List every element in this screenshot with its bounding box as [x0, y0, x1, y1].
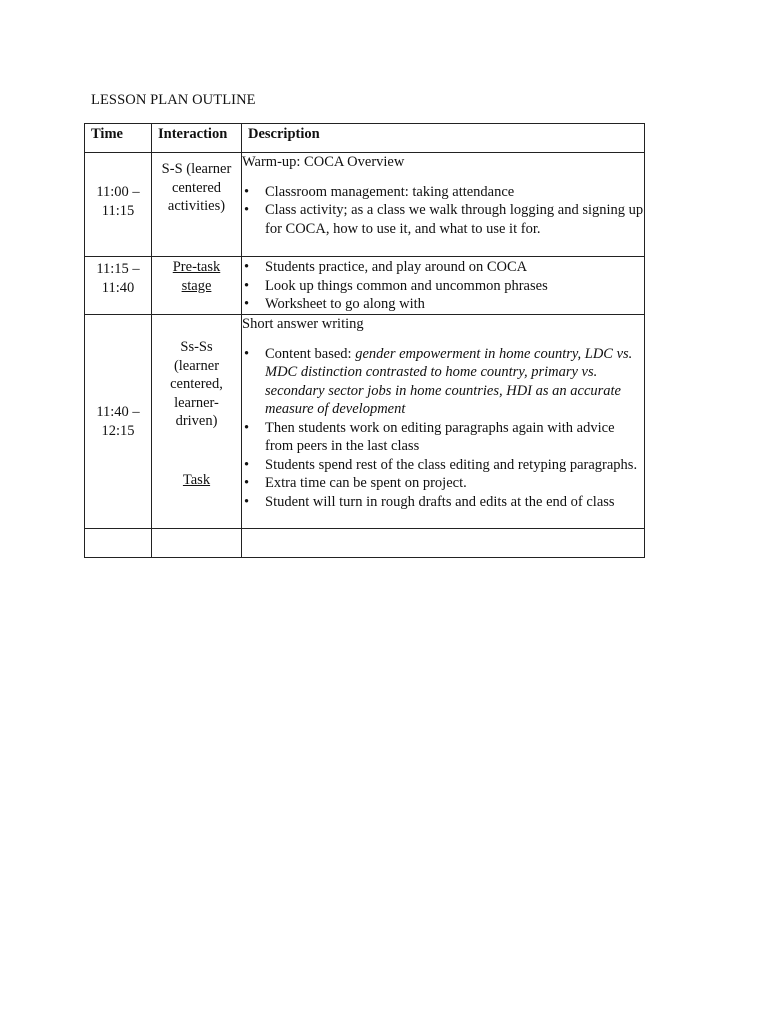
list-item: • Students practice, and play around on COCA — [242, 258, 644, 277]
description-heading: Warm-up: COCA Overview — [242, 154, 405, 170]
interaction-cell — [152, 257, 242, 315]
stage-label: Pre-task — [172, 259, 221, 275]
interaction-cell — [152, 315, 242, 529]
bullet-list — [242, 258, 644, 314]
description-cell — [242, 153, 645, 257]
table-row — [85, 315, 645, 529]
table-row — [85, 257, 645, 315]
list-item: • Extra time can be spent on project. — [242, 474, 644, 493]
header-time: Time — [85, 124, 152, 153]
time-end: 11:40 — [101, 279, 135, 296]
interaction-line: activities) — [167, 198, 226, 214]
bullet-prefix: Content based: — [265, 345, 356, 362]
time-cell — [85, 257, 152, 315]
header-description: Description — [242, 124, 645, 153]
stage-label: Task — [182, 471, 211, 488]
list-item: • Student will turn in rough drafts and edits at the end of class — [242, 493, 644, 512]
empty-cell — [85, 529, 152, 558]
list-item — [242, 345, 644, 419]
empty-cell — [242, 529, 645, 558]
bullet-list — [242, 345, 644, 512]
time-start: 11:00 – — [96, 184, 140, 200]
header-interaction: Interaction — [152, 124, 242, 153]
interaction-line: (learner — [173, 357, 220, 374]
list-item: • Look up things common and uncommon phrases — [242, 277, 644, 296]
table-header-row — [85, 124, 645, 153]
interaction-cell — [152, 153, 242, 257]
bullet-topics: gender empowerment in home country, LDC vs. MDC distinction contrasted to home country, primary vs. secondary sector jobs in home countries, HDI as an accurate measure of development — [265, 345, 633, 417]
interaction-line: Ss-Ss — [180, 339, 213, 355]
list-item: • Then students work on editing paragraphs again with advice from peers in the last class — [242, 419, 644, 456]
description-cell — [242, 257, 645, 315]
time-start: 11:15 – — [96, 261, 140, 277]
list-item: • Worksheet to go along with — [242, 295, 644, 314]
interaction-line: learner- — [174, 394, 219, 411]
list-item: • Class activity; as a class we walk through logging and signing up for COCA, how to use it, and what to use it for. — [242, 201, 644, 238]
interaction-line: S-S (learner — [161, 161, 232, 177]
table-row — [85, 153, 645, 257]
interaction-line: driven) — [175, 413, 218, 429]
description-cell — [242, 315, 645, 529]
list-item: • Students spend rest of the class editing and retyping paragraphs. — [242, 456, 644, 475]
time-end: 12:15 — [101, 422, 135, 439]
list-item: • Classroom management: taking attendance — [242, 183, 644, 202]
empty-cell — [152, 529, 242, 558]
time-start: 11:40 – — [96, 404, 140, 420]
bullet-list — [242, 183, 644, 239]
time-end: 11:15 — [101, 202, 135, 219]
interaction-line: centered, — [170, 376, 223, 392]
page-title: LESSON PLAN OUTLINE — [91, 92, 256, 108]
stage-label: stage — [181, 277, 212, 294]
lesson-plan-table — [84, 123, 645, 558]
description-heading: Short answer writing — [242, 316, 364, 332]
time-cell — [85, 153, 152, 257]
table-row-empty — [85, 529, 645, 558]
interaction-line: centered — [171, 179, 222, 196]
time-cell — [85, 315, 152, 529]
